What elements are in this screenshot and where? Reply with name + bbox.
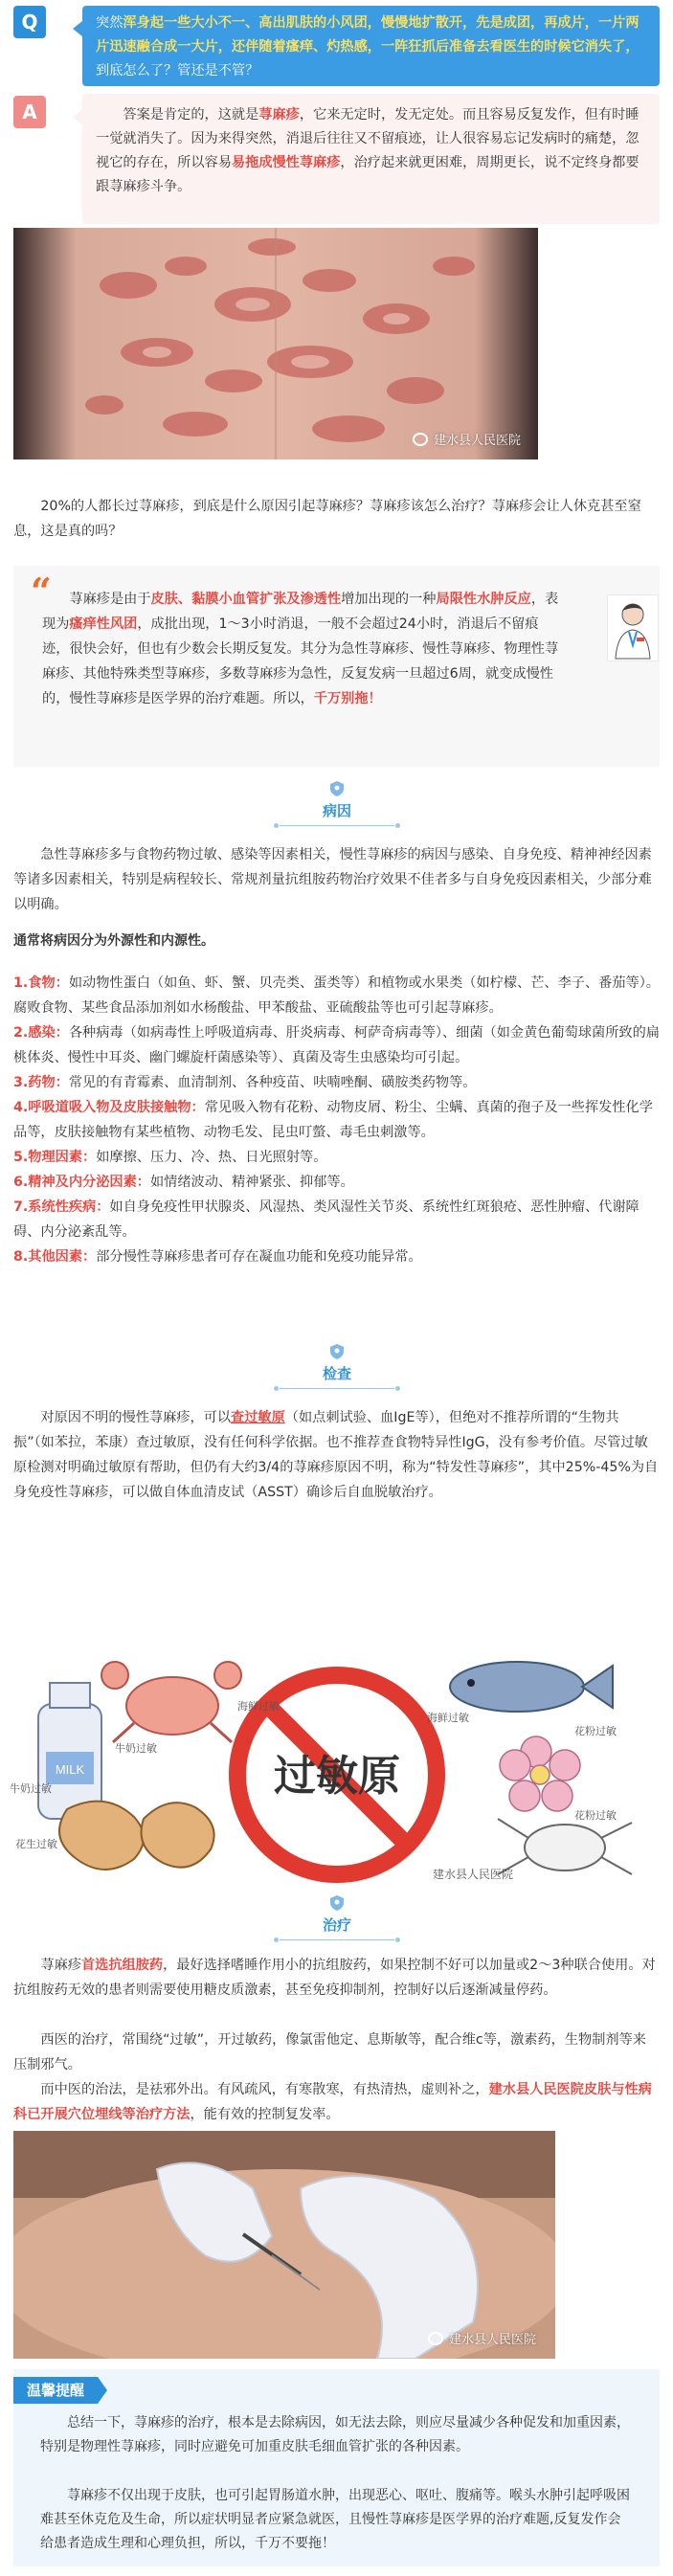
allergen-label: 花生过敏: [15, 1838, 57, 1850]
cause-item: [13, 1244, 660, 1269]
cause-label: 2.感染：: [13, 1025, 69, 1041]
cause-item: [13, 1145, 660, 1170]
milk-bottle-icon: [38, 1683, 101, 1819]
section-cause-header: [0, 781, 673, 835]
cause-item: [13, 1095, 660, 1145]
hives-skin-photo: [13, 228, 538, 459]
check-highlight: 查过敏原: [231, 1410, 285, 1425]
acupoint-treatment-image: [13, 2131, 555, 2359]
doctor-icon: [608, 595, 658, 661]
section-divider: [280, 1939, 394, 1940]
cause-text: 常见的有青霉素、血清制剂、各种疫苗、呋喃唑酮、磺胺类药物等。: [68, 1075, 477, 1090]
shield-icon: [330, 1895, 344, 1911]
answer-text-1: 答案是肯定的，这就是: [123, 107, 259, 123]
treat-paragraph-1: [13, 1953, 660, 2003]
wechat-icon: [413, 433, 428, 446]
crab-icon: [101, 1662, 241, 1742]
cause-label: 1.食物：: [13, 975, 69, 991]
cause-item: [13, 1170, 660, 1195]
fish-icon: [450, 1662, 613, 1712]
def-highlight-2: 局限性水肿反应: [436, 592, 531, 607]
question-suffix: 到底怎么了？管还是不管？: [96, 63, 259, 78]
cause-item: [13, 1195, 660, 1244]
cause-label: 4.呼吸道吸入物及皮肤接触物：: [13, 1100, 205, 1115]
allergen-label: 海鲜过敏: [427, 1712, 469, 1724]
cause-item: [13, 971, 660, 1020]
shield-icon: [330, 1344, 344, 1359]
allergen-center-text: 过敏原: [274, 1752, 400, 1801]
definition-text: [42, 587, 564, 711]
answer-badge: A: [13, 96, 46, 128]
allergen-image: [0, 1646, 673, 1884]
section-check-header: [0, 1344, 673, 1398]
acupoint-treatment-photo: [13, 2131, 555, 2359]
question-highlight: 浑身起一些大小不一、高出肌肤的小风团，慢慢地扩散开，先是成团，再成片，一片两片迅速融合成一大片，还伴随着瘙痒、灼热感，一阵狂抓后准备去看医生的时候它消失了，: [96, 15, 639, 55]
allergen-watermark: 建水县人民医院: [433, 1868, 514, 1881]
cause-label: 7.系统性疾病：: [13, 1199, 110, 1215]
treat-highlight-1: 首选抗组胺药: [80, 1958, 164, 1973]
cause-text: 如摩擦、压力、冷、热、日光照射等。: [96, 1150, 327, 1165]
shield-icon: [330, 781, 344, 796]
cause-text: 常见吸入物有花粉、动物皮屑、粉尘、尘螨、真菌的孢子及一些挥发性化学品等，皮肤接触物有某些植物、动物毛发、昆虫叮螫、毒毛虫刺激等。: [13, 1100, 653, 1140]
photo1-watermark-text: 建水县人民医院: [433, 434, 521, 448]
cause-heading: 通常将病因分为外源性和内源性。: [13, 933, 214, 949]
section-treat-title: 治疗: [322, 1916, 351, 1934]
definition-card: [13, 566, 660, 767]
section-divider: [280, 825, 394, 826]
def-text-1: 荨麻疹是由于: [69, 592, 151, 607]
peanut-icon: [59, 1802, 214, 1870]
answer-text-3: ，治疗起来就更困难，周期更长，说不定终身都要跟荨麻疹斗争。: [96, 155, 639, 194]
treat-text-2: ，最好选择嗜睡作用小的抗组胺药，如果控制不好可以加量或2～3种联合使用。对抗组胺药无效的患者则需要使用糖皮质激素，甚至免疫抑制剂，控制好以后逐渐减量停药。: [13, 1958, 656, 1998]
quote-mark: “: [31, 570, 52, 613]
dust-mite-icon: [498, 1819, 632, 1874]
answer-row: [0, 88, 673, 220]
cause-list: [13, 971, 660, 1269]
wechat-icon: [428, 2332, 443, 2345]
svg-text:MILK: MILK: [55, 1762, 85, 1777]
hives-skin-image: [13, 228, 538, 459]
def-highlight-1: 皮肤、黏膜小血管扩张及渗透性: [150, 592, 342, 607]
section-divider: [280, 1388, 394, 1389]
cause-text: 如情绪波动、精神紧张、抑郁等。: [149, 1175, 354, 1190]
treat-text-3: 而中医的治法，是祛邪外出。有风疏风，有寒散寒，有热清热，虚则补之，: [40, 2082, 489, 2097]
tips-tag: 温馨提醒: [13, 2377, 98, 2404]
tips-box: [13, 2369, 660, 2566]
allergen-label: 花粉过敏: [574, 1725, 617, 1737]
treat-paragraph-2: 西医的治疗，常围绕“过敏”，开过敏药，像氯雷他定、息斯敏等，配合维c等，激素药，生物制剂等来压制邪气。: [13, 2032, 646, 2072]
section-check-title: 检查: [322, 1365, 351, 1382]
def-highlight-3: 瘙痒性风团: [69, 616, 138, 632]
doctor-avatar: [607, 594, 659, 661]
flower-icon: [500, 1736, 580, 1811]
cause-item: [13, 1020, 660, 1070]
treat-paragraph-3: [13, 2077, 660, 2127]
treat-text-4: ，能有效的控制复发率。: [190, 2107, 340, 2122]
cause-label: 8.其他因素：: [13, 1249, 97, 1265]
cause-text: 部分慢性荨麻疹患者可存在凝血功能和免疫功能异常。: [96, 1249, 422, 1265]
allergen-label: 海鲜过敏: [237, 1700, 280, 1713]
question-prefix: 突然: [96, 15, 123, 31]
answer-highlight-2: 易拖成慢性荨麻疹: [231, 155, 341, 170]
cause-label: 6.精神及内分泌因素：: [13, 1175, 150, 1190]
answer-text-2: ，它来无定时，发无定处。而且容易反复发作，但有时睡一觉就消失了。因为来得突然，消退后往往又不留痕迹，让人很容易忘记发病时的痛楚，忽视它的存在，所以容易: [96, 107, 639, 170]
section-cause-title: 病因: [322, 802, 351, 819]
check-text-1: 对原因不明的慢性荨麻疹，可以: [40, 1410, 232, 1425]
tips-paragraph-2: 荨麻疹不仅出现于皮肤，也可引起胃肠道水肿，出现恶心、呕吐、腹痛等。喉头水肿引起呼吸困难甚至休克危及生命，所以症状明显者应紧急就医，且慢性荨麻疹是医学界的治疗难题,反复发作会给患者造成生理和心理负担，所以，千万不要拖！: [40, 2488, 630, 2551]
question-badge: Q: [13, 6, 46, 38]
allergen-label: 花粉过敏: [574, 1809, 617, 1822]
def-highlight-4: 千万别拖！: [313, 691, 382, 706]
check-paragraph: [13, 1405, 660, 1505]
allergen-illustration: [0, 1646, 673, 1884]
section-treat-header: [0, 1895, 673, 1949]
treat-text-1: 荨麻疹: [40, 1958, 81, 1973]
cause-item: [13, 1070, 660, 1095]
cause-text: 如动物性蛋白（如鱼、虾、蟹、贝壳类、蛋类等）和植物或水果类（如柠檬、芒、李子、番茄等）。腐败食物、某些食品添加剂如水杨酸盐、甲苯酸盐、亚硫酸盐等也可引起荨麻疹。: [13, 975, 660, 1016]
question-bubble: [82, 6, 660, 86]
treat-highlight-2: 建水县人民医院皮肤与性病科已开展穴位埋线等治疗方法: [13, 2082, 652, 2122]
check-text-2: （如点刺试验、血IgE等），但绝对不推荐所谓的“生物共振”（如苯拉，苯康）查过敏原，没有任何科学依据。也不推荐查食物特异性IgG，没有参考价值。尽管过敏原检测对明确过敏原有帮助，但仍有大约3/4的荨麻疹原因不明，称为“特发性荨麻疹”，其中25%-45%为自身免疫性荨麻疹，可以做自体血清皮试（ASST）确诊后自血脱敏治疗。: [13, 1410, 659, 1500]
def-text-4: ，成批出现，1～3小时消退，一般不会超过24小时，消退后不留痕迹，很快会好，但也有少数会长期反复发。其分为急性荨麻疹、慢性荨麻疹、物理性荨麻疹、其他特殊类型荨麻疹，多数荨麻疹为急性，反复发病一旦超过6周，就变成慢性的，慢性荨麻疹是医学界的治疗难题。所以，: [42, 616, 559, 706]
cause-intro: 急性荨麻疹多与食物药物过敏、感染等因素相关，慢性荨麻疹的病因与感染、自身免疫、精神神经因素等诸多因素相关，特别是病程较长、常规剂量抗组胺药物治疗效果不佳者多与自身免疫因素相关，少部分难以明确。: [13, 847, 652, 912]
cause-text: 各种病毒（如病毒性上呼吸道病毒、肝炎病毒、柯萨奇病毒等）、细菌（如金黄色葡萄球菌所致的扁桃体炎、慢性中耳炎、幽门螺旋杆菌感染等）、真菌及寄生虫感染均可引起。: [13, 1025, 660, 1065]
allergen-label: 牛奶过敏: [10, 1782, 52, 1795]
tips-paragraph-1: 总结一下，荨麻疹的治疗，根本是去除病因，如无法去除，则应尽量减少各种促发和加重因素，特别是物理性荨麻疹，同时应避免可加重皮肤毛细血管扩张的各种因素。: [40, 2415, 630, 2454]
photo1-watermark: [413, 430, 521, 448]
allergen-label: 牛奶过敏: [115, 1742, 157, 1755]
def-text-2: 增加出现的一种: [341, 592, 437, 607]
photo2-watermark: [428, 2329, 536, 2347]
cause-label: 3.药物：: [13, 1075, 69, 1090]
def-text-3: ，表现为: [42, 592, 559, 632]
question-row: [0, 0, 673, 86]
photo2-watermark-text: 建水县人民医院: [448, 2333, 536, 2347]
answer-bubble: [82, 94, 660, 224]
cause-text: 如自身免疫性甲状腺炎、风湿热、类风湿性关节炎、系统性红斑狼疮、恶性肿瘤、代谢障碍、内分泌紊乱等。: [13, 1199, 639, 1240]
cause-label: 5.物理因素：: [13, 1150, 97, 1165]
answer-highlight-1: 荨麻疹: [258, 107, 300, 123]
intro-paragraph: 20%的人都长过荨麻疹，到底是什么原因引起荨麻疹？荨麻疹该怎么治疗？荨麻疹会让人休克甚至窒息，这是真的吗？: [13, 499, 641, 539]
